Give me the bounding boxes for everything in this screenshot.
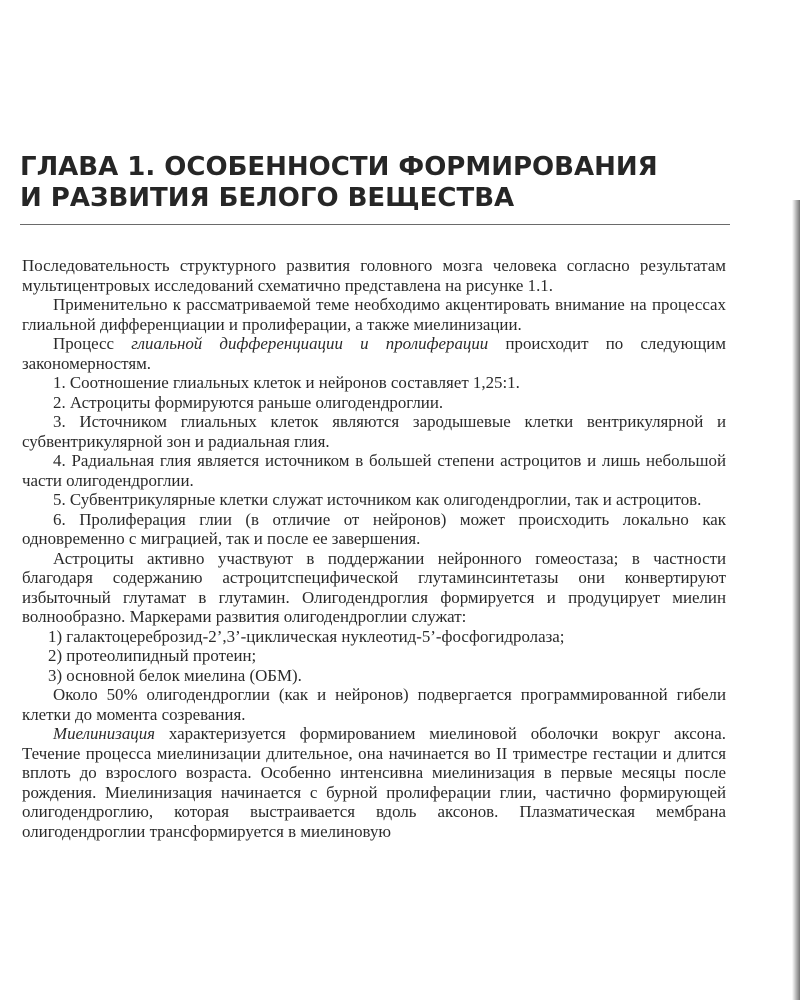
chapter-body — [22, 256, 726, 841]
paragraph-process — [22, 334, 726, 373]
paragraph-intro: Последовательность структурного развития головного мозга человека согласно результатам мультицентровых исследований схематично представлена на рисунке 1.1. — [22, 256, 726, 295]
chapter-title-line-2: И РАЗВИТИЯ БЕЛОГО ВЕЩЕСТВА — [20, 183, 515, 213]
list-item: 1. Соотношение глиальных клеток и нейронов составляет 1,25:1. — [53, 373, 520, 392]
marker-item: 2) протеолипидный протеин; — [48, 646, 257, 665]
list-item: 3. Источником глиальных клеток являются зародышевые клетки вентрикулярной и субвентрикулярной зон и радиальная глия. — [22, 412, 726, 451]
marker-item: 1) галактоцереброзид-2’,3’-циклическая нуклеотид-5’-фосфогидролаза; — [48, 626, 565, 646]
page-edge-shadow — [792, 200, 800, 1000]
paragraph-apoptosis: Около 50% олигодендроглии (как и нейронов) подвергается программированной гибели клетки до момента созревания. — [22, 685, 726, 724]
paragraph-myelination-text: характеризуется формированием миелиновой оболочки вокруг аксона. Течение процесса миелинизации длительное, она начинается во II триместре гестации и длится вплоть до взрослого возраста. Особенно интенсивна миелинизация в первые месяцы после рождения. Миелинизация начинается с бурной пролиферации глии, частично формирующей олигодендроглию, которая выстраивается вдоль аксонов. Плазматическая мембрана олигодендроглии трансформируется в миелиновую — [22, 724, 726, 841]
paragraph-myelination — [22, 724, 726, 841]
paragraph-focus: Применительно к рассматриваемой теме необходимо акцентировать внимание на процессах глиальной дифференциации и пролиферации, а также миелинизации. — [22, 295, 726, 334]
list-item: 6. Пролиферация глии (в отличие от нейронов) может происходить локально как одновременно с миграцией, так и после ее завершения. — [22, 509, 726, 548]
title-divider — [20, 224, 730, 225]
chapter-title — [20, 152, 740, 214]
term-myelination: Миелинизация — [53, 724, 156, 743]
paragraph-process-tail: происходит по следующим закономерностям. — [22, 334, 726, 373]
paragraph-astrocytes: Астроциты активно участвуют в поддержании нейронного гомеостаза; в частности благодаря содержанию астроцитспецифической глутаминсинтетазы они конвертируют избыточный глутамат в глутамин. Олигодендроглия формируется и продуцирует миелин волнообразно. Маркерами развития олигодендроглии служат: — [22, 548, 726, 626]
list-item: 5. Субвентрикулярные клетки служат источником как олигодендроглии, так и астроцитов. — [53, 490, 702, 509]
list-item: 2. Астроциты формируются раньше олигодендроглии. — [53, 392, 444, 412]
marker-item: 3) основной белок миелина (ОБМ). — [48, 665, 302, 685]
chapter-title-line-1: ГЛАВА 1. ОСОБЕННОСТИ ФОРМИРОВАНИЯ — [20, 152, 658, 182]
list-item: 4. Радиальная глия является источником в большей степени астроцитов и лишь небольшой части олигодендроглии. — [22, 451, 726, 490]
paragraph-process-lead: Процесс — [53, 334, 132, 353]
term-glial-differentiation: глиальной дифференциации и пролиферации — [131, 334, 489, 353]
